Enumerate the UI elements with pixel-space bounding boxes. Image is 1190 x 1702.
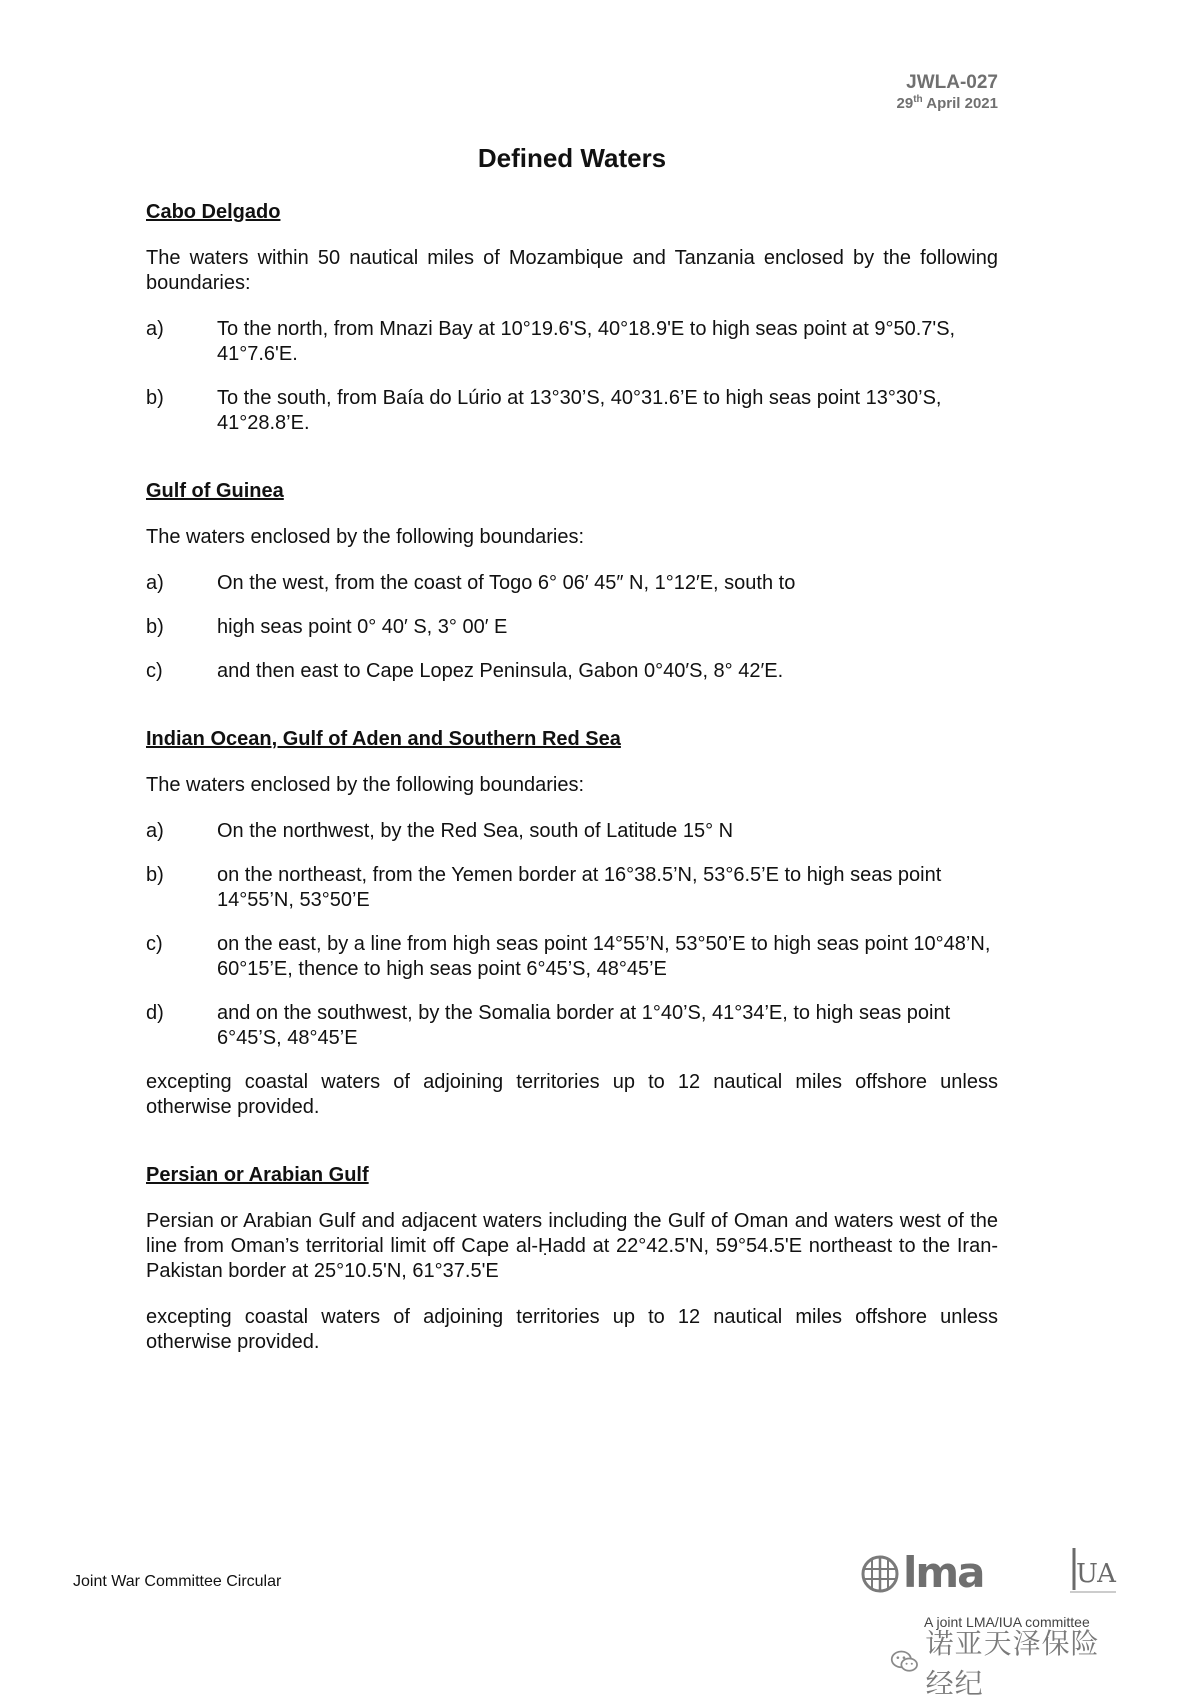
watermark — [890, 1622, 1128, 1702]
boundary-item — [146, 932, 998, 982]
section-indian-ocean — [146, 727, 998, 1120]
list-text: high seas point 0° 40′ S, 3° 00′ E — [217, 616, 508, 638]
section-intro: The waters enclosed by the following boundaries: — [146, 526, 585, 548]
section-heading: Cabo Delgado — [146, 201, 281, 223]
list-text: and on the southwest, by the Somalia border at 1°40’S, 41°34’E, to high seas point 6°45’S, 48°45’E — [217, 1002, 951, 1049]
document-body — [146, 200, 998, 1398]
list-marker: b) — [146, 387, 164, 409]
list-marker: c) — [146, 660, 163, 682]
section-outro: excepting coastal waters of adjoining territories up to 12 nautical miles offshore unless otherwise provided. — [146, 1306, 998, 1353]
list-text: On the northwest, by the Red Sea, south of Latitude 15° N — [217, 820, 734, 842]
list-marker: a) — [146, 820, 164, 842]
list-marker: b) — [146, 616, 164, 638]
list-text: on the northeast, from the Yemen border at 16°38.5’N, 53°6.5’E to high seas point 14°55’N, 53°50’E — [217, 864, 942, 911]
boundary-item — [146, 659, 998, 684]
list-marker: a) — [146, 572, 164, 594]
list-text: On the west, from the coast of Togo 6° 06′ 45″ N, 1°12′E, south to — [217, 572, 796, 594]
section-intro: The waters within 50 nautical miles of Mozambique and Tanzania enclosed by the following boundaries: — [146, 247, 998, 294]
list-marker: a) — [146, 318, 164, 340]
section-cabo-delgado — [146, 200, 998, 436]
svg-text:UA: UA — [1076, 1559, 1116, 1589]
lma-logo: lma — [903, 1548, 984, 1597]
section-outro: excepting coastal waters of adjoining territories up to 12 nautical miles offshore unless otherwise provided. — [146, 1071, 998, 1118]
section-gulf-of-guinea — [146, 479, 998, 684]
watermark-text: 诺亚天泽保险经纪 — [925, 1627, 1100, 1700]
document-reference — [897, 72, 998, 114]
section-heading: Indian Ocean, Gulf of Aden and Southern Red Sea — [146, 728, 621, 750]
boundary-item — [146, 863, 998, 913]
boundary-item — [146, 386, 998, 436]
document-date — [897, 94, 998, 114]
page-title: Defined Waters — [477, 143, 667, 173]
list-marker: b) — [146, 864, 164, 886]
date-day: 29 — [896, 95, 914, 112]
section-intro: The waters enclosed by the following boundaries: — [146, 774, 585, 796]
list-text: To the north, from Mnazi Bay at 10°19.6'S, 40°18.9'E to high seas point at 9°50.7'S, 41°7.6'E. — [217, 318, 956, 365]
list-marker: d) — [146, 1002, 164, 1024]
boundary-item — [146, 571, 998, 596]
section-intro: Persian or Arabian Gulf and adjacent waters including the Gulf of Oman and waters west of the line from Oman’s territorial limit off Cape al-Ḥadd at 22°42.5'N, 59°54.5'E northeast to the Iran-Pakistan border at 25°10.5'N, 61°37.5'E — [146, 1210, 998, 1282]
iua-logo — [1068, 1546, 1120, 1604]
date-rest: April 2021 — [926, 95, 998, 112]
boundary-item — [146, 819, 998, 844]
wechat-icon — [890, 1647, 920, 1677]
list-marker: c) — [146, 933, 163, 955]
boundary-item — [146, 317, 998, 367]
footer-circular-label: Joint War Committee Circular — [73, 1573, 282, 1590]
boundary-item — [146, 615, 998, 640]
section-persian-gulf — [146, 1163, 998, 1355]
section-heading: Gulf of Guinea — [146, 480, 284, 502]
section-heading: Persian or Arabian Gulf — [146, 1164, 369, 1186]
reference-code: JWLA-027 — [906, 72, 998, 93]
committee-text: A joint LMA/IUA committee — [924, 1614, 1090, 1630]
date-suffix: th — [913, 94, 923, 105]
list-text: To the south, from Baía do Lúrio at 13°30’S, 40°31.6’E to high seas point 13°30’S, 41°28.8’E. — [217, 387, 942, 434]
list-text: on the east, by a line from high seas point 14°55’N, 53°50’E to high seas point 10°48’N, 60°15’E, thence to high seas point 6°45’S, 48°45’E — [217, 933, 991, 980]
boundary-item — [146, 1001, 998, 1051]
list-text: and then east to Cape Lopez Peninsula, Gabon 0°40′S, 8° 42′E. — [217, 660, 784, 682]
lma-globe-icon — [861, 1555, 899, 1593]
footer-logos — [858, 1548, 1128, 1700]
